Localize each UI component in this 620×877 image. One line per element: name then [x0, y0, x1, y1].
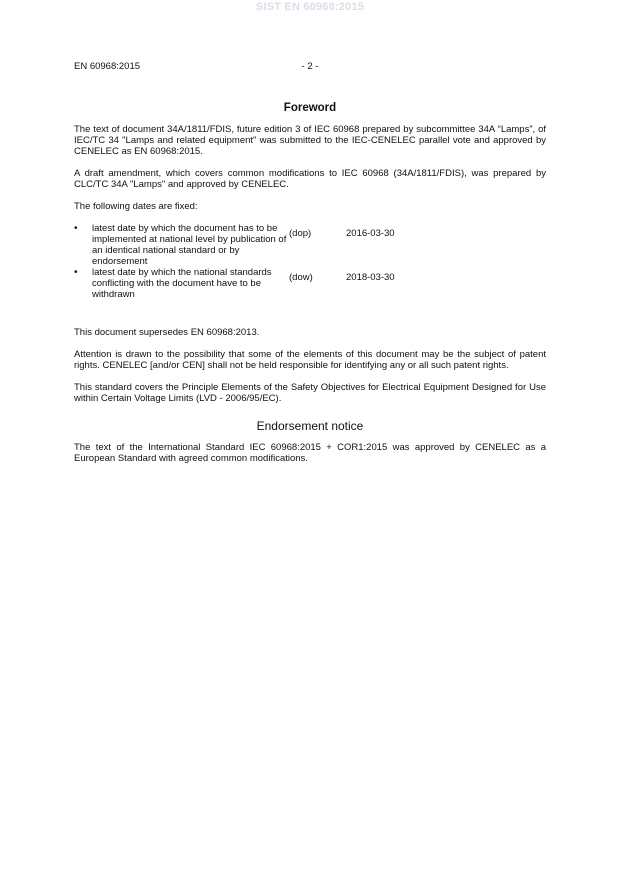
- page-number: - 2 -: [301, 61, 319, 72]
- date-abbreviation: (dow): [289, 272, 313, 283]
- endorsement-title: Endorsement notice: [256, 419, 364, 433]
- page-header: [74, 61, 546, 75]
- date-value: 2016-03-30: [346, 228, 395, 239]
- watermark: SIST EN 60968:2015: [255, 1, 365, 13]
- document-id: EN 60968:2015: [74, 61, 141, 72]
- foreword-paragraph-4: This document supersedes EN 60968:2013.: [74, 327, 260, 338]
- foreword-paragraph-3: The following dates are fixed:: [74, 201, 198, 212]
- date-row-dop: [74, 223, 546, 267]
- page-content: [74, 102, 546, 475]
- foreword-paragraph-5: Attention is drawn to the possibility that some of the elements of this document may be the subject of patent rights. CENELEC [and/or CEN] shall not be held responsible for identifying any or all such patent rights.: [74, 349, 546, 371]
- date-value: 2018-03-30: [346, 272, 395, 283]
- bullet: •: [74, 267, 78, 278]
- date-description: latest date by which the document has to be implemented at national level by publication of an identical national standard or by endorsement: [92, 223, 287, 267]
- spacer: [74, 300, 546, 327]
- date-row-dow: [74, 267, 546, 300]
- endorsement-paragraph: The text of the International Standard IEC 60968:2015 + COR1:2015 was approved by CENELEC as a European Standard with agreed common modifications.: [74, 442, 546, 464]
- foreword-paragraph-1: The text of document 34A/1811/FDIS, future edition 3 of IEC 60968 prepared by subcommittee 34A “Lamps”, of IEC/TC 34 "Lamps and related equipment" was submitted to the IEC-CENELEC parallel vote and approved by CENELEC as EN 60968:2015.: [74, 124, 546, 157]
- foreword-paragraph-6: This standard covers the Principle Elements of the Safety Objectives for Electrical Equipment Designed for Use within Certain Voltage Limits (LVD - 2006/95/EC).: [74, 382, 546, 404]
- bullet: •: [74, 223, 78, 234]
- fixed-dates-list: [74, 223, 546, 300]
- foreword-title: Foreword: [283, 102, 337, 114]
- date-abbreviation: (dop): [289, 228, 312, 239]
- foreword-paragraph-2: A draft amendment, which covers common modifications to IEC 60968 (34A/1811/FDIS), was prepared by CLC/TC 34A "Lamps" and approved by CENELEC.: [74, 168, 546, 190]
- date-description: latest date by which the national standards conflicting with the document have to be withdrawn: [92, 267, 272, 300]
